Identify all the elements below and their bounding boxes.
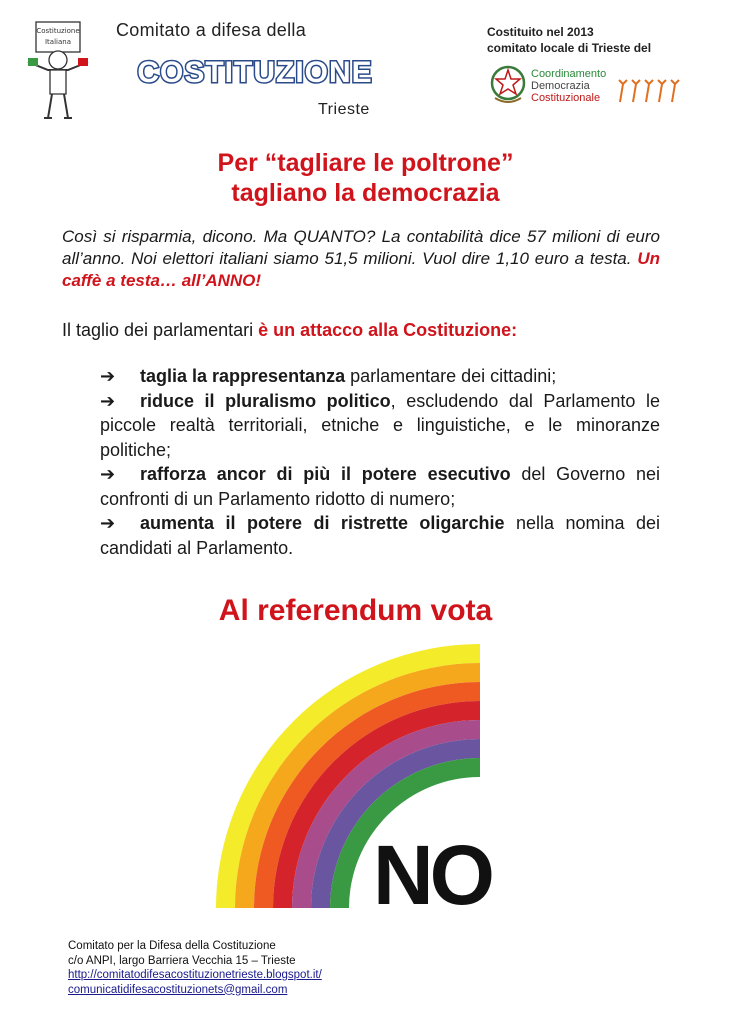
vote-no: NO bbox=[373, 828, 491, 922]
bullet-rest: , escludendo dal Parlamento le piccole realtà territoriali, etniche e linguistiche, e le minoranze politiche; bbox=[100, 390, 660, 460]
founded-line1: Costituito nel 2013 bbox=[487, 25, 594, 39]
bullet-item bbox=[100, 389, 660, 463]
bullet-bold: riduce il pluralismo politico bbox=[140, 390, 391, 411]
attack-lead: Il taglio dei parlamentari bbox=[62, 320, 254, 340]
cdc-logo bbox=[487, 62, 683, 110]
arrow-right-icon: ➔ bbox=[100, 464, 116, 484]
rainbow-no-graphic bbox=[196, 636, 526, 926]
title-line1: Per “tagliare le poltrone” bbox=[217, 149, 514, 177]
bullet-item bbox=[100, 462, 660, 511]
cdc-line2: Democrazia bbox=[531, 80, 590, 92]
intro-paragraph bbox=[62, 226, 660, 292]
bullet-bold: taglia la rappresentanza bbox=[140, 366, 346, 386]
footer bbox=[68, 939, 322, 997]
bullet-item bbox=[100, 364, 660, 389]
arrow-right-icon: ➔ bbox=[100, 513, 116, 533]
bullet-bold: aumenta il potere di ristrette oligarchie bbox=[140, 513, 505, 533]
bullet-rest: nella nomina dei candidati al Parlamento. bbox=[100, 513, 660, 558]
people-hands-icon bbox=[615, 78, 681, 104]
bullet-item bbox=[100, 511, 660, 560]
call-to-action: Al referendum vota bbox=[218, 594, 493, 627]
founded-line2: comitato locale di Trieste del bbox=[487, 41, 652, 55]
footer-line2: c/o ANPI, largo Barriera Vecchia 15 – Trieste bbox=[68, 954, 296, 967]
blog-link[interactable]: http://comitatodifesacostituzionetrieste.blogspot.it/ bbox=[68, 969, 322, 981]
figure-sign-line2: Italiana bbox=[44, 38, 72, 46]
org-line1: Comitato a difesa della bbox=[116, 20, 307, 40]
italian-emblem-icon bbox=[489, 64, 527, 106]
bullet-bold: rafforza ancor di più il potere esecutivo bbox=[140, 464, 511, 484]
attack-highlight: è un attacco alla Costituzione: bbox=[258, 320, 518, 340]
founded-text bbox=[487, 24, 651, 56]
brand-text: COSTITUZIONE bbox=[137, 56, 373, 89]
arrow-right-icon: ➔ bbox=[100, 390, 116, 411]
org-city: Trieste bbox=[318, 101, 370, 118]
attack-statement bbox=[62, 318, 517, 342]
intro-text: Così si risparmia, dicono. Ma QUANTO? La contabilità dice 57 milioni di euro all’anno. Noi elettori italiani siamo 51,5 milioni. Vuol dire 1,10 euro a testa. bbox=[62, 227, 660, 268]
bullet-list bbox=[100, 364, 660, 560]
title-line2: tagliano la democrazia bbox=[231, 179, 500, 207]
figure-sign-line1: Costituzione bbox=[36, 27, 80, 35]
bullet-rest: del Governo nei confronti di un Parlamento ridotto di numero; bbox=[100, 464, 660, 509]
cdc-line3: Costituzionale bbox=[531, 92, 601, 104]
intro-highlight: Un caffè a testa… all’ANNO! bbox=[62, 249, 660, 290]
arrow-right-icon: ➔ bbox=[100, 366, 116, 386]
costituzione-brand bbox=[124, 52, 386, 90]
bullet-rest: parlamentare dei cittadini; bbox=[350, 366, 557, 386]
footer-line1: Comitato per la Difesa della Costituzione bbox=[68, 940, 276, 952]
costituzione-figure-logo bbox=[24, 14, 94, 124]
cdc-line1: Coordinamento bbox=[531, 68, 607, 80]
email-link[interactable]: comunicatidifesacostituzionets@gmail.com bbox=[68, 983, 288, 996]
